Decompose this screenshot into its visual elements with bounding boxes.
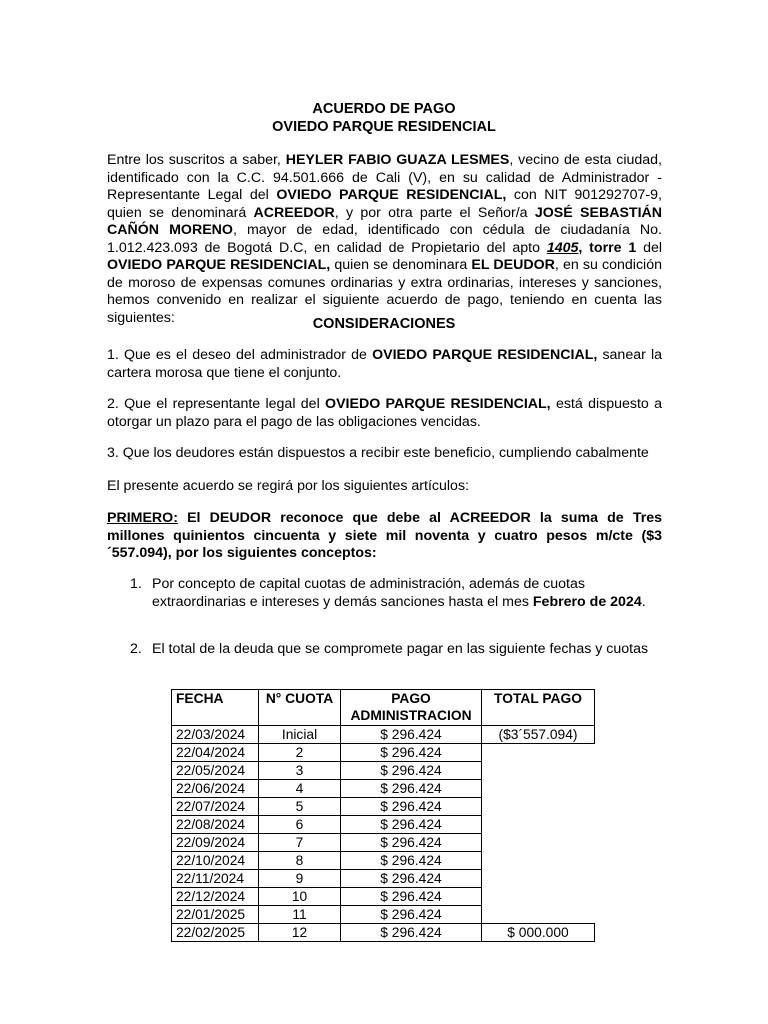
- cell-total: [482, 762, 595, 780]
- cell-pago: $ 296.424: [341, 924, 482, 942]
- cell-total: [482, 816, 595, 834]
- consideration-2: 2. Que el representante legal del OVIEDO PARQUE RESIDENCIAL, está dispuesto a otorgar un plazo para el pago de las obligaciones vencidas.: [107, 396, 663, 430]
- table-row: [172, 780, 595, 798]
- cell-total: ($3´557.094): [482, 726, 595, 744]
- cell-total: $ 000.000: [482, 924, 595, 942]
- intro-paragraph: Entre los suscritos a saber, HEYLER FABIO GUAZA LESMES, vecino de esta ciudad, identificado con la C.C. 94.501.666 de Cali (V), en su calidad de Administrador - Representante Legal del OVIEDO PARQUE RESIDENCIAL, con NIT 901292707-9, quien se denominará ACREEDOR, y por otra parte el Señor/a JOSÉ SEBASTIÁN CAÑÓN MORENO, mayor de edad, identificado con cédula de ciudadanía No. 1.012.423.093 de Bogotá D.C, en calidad de Propietario del apto 1405, torre 1 del OVIEDO PARQUE RESIDENCIAL, quien se denominara EL DEUDOR, en su condición de moroso de expensas comunes ordinarias y extra ordinarias, intereses y sanciones, hemos convenido en realizar el siguiente acuerdo de pago, teniendo en cuenta las siguientes:: [107, 152, 663, 326]
- table-row: [172, 888, 595, 906]
- table-row: [172, 870, 595, 888]
- cell-pago: $ 296.424: [341, 834, 482, 852]
- payment-schedule-table: [171, 689, 595, 942]
- header-total: TOTAL PAGO: [482, 690, 595, 726]
- table-row: [172, 726, 595, 744]
- cell-cuota: 2: [259, 744, 341, 762]
- cell-cuota: 8: [259, 852, 341, 870]
- cell-cuota: 3: [259, 762, 341, 780]
- cell-pago: $ 296.424: [341, 762, 482, 780]
- article-primero: PRIMERO: El DEUDOR reconoce que debe al ACREEDOR la suma de Tres millones quinientos cincuenta y siete mil noventa y cuatro pesos m/cte ($3´557.094), por los siguientes conceptos:: [107, 510, 662, 561]
- cell-total: [482, 780, 595, 798]
- cell-fecha: 22/10/2024: [172, 852, 259, 870]
- table-row: [172, 798, 595, 816]
- cell-pago: $ 296.424: [341, 906, 482, 924]
- consideration-3: 3. Que los deudores están dispuestos a recibir este beneficio, cumpliendo cabalmente: [107, 445, 649, 461]
- cell-total: [482, 744, 595, 762]
- cell-total: [482, 870, 595, 888]
- cell-total: [482, 906, 595, 924]
- consideration-1: 1. Que es el deseo del administrador de OVIEDO PARQUE RESIDENCIAL, sanear la cartera morosa que tiene el conjunto.: [107, 347, 663, 381]
- table-row: [172, 906, 595, 924]
- cell-fecha: 22/07/2024: [172, 798, 259, 816]
- table-header-row: [172, 690, 595, 726]
- cell-fecha: 22/05/2024: [172, 762, 259, 780]
- cell-cuota: Inicial: [259, 726, 341, 744]
- cell-fecha: 22/06/2024: [172, 780, 259, 798]
- cell-cuota: 9: [259, 870, 341, 888]
- cell-cuota: 6: [259, 816, 341, 834]
- cell-cuota: 7: [259, 834, 341, 852]
- cell-cuota: 5: [259, 798, 341, 816]
- document-subtitle: OVIEDO PARQUE RESIDENCIAL: [272, 119, 496, 135]
- table-row: [172, 834, 595, 852]
- considerations-heading: CONSIDERACIONES: [312, 316, 456, 332]
- cell-pago: $ 296.424: [341, 852, 482, 870]
- cell-pago: $ 296.424: [341, 816, 482, 834]
- cell-pago: $ 296.424: [341, 726, 482, 744]
- table-row: [172, 744, 595, 762]
- cell-total: [482, 798, 595, 816]
- cell-pago: $ 296.424: [341, 870, 482, 888]
- header-fecha: FECHA: [172, 690, 259, 726]
- cell-cuota: 10: [259, 888, 341, 906]
- cell-fecha: 22/12/2024: [172, 888, 259, 906]
- header-cuota: N° CUOTA: [259, 690, 341, 726]
- cell-fecha: 22/02/2025: [172, 924, 259, 942]
- cell-fecha: 22/03/2024: [172, 726, 259, 744]
- cell-fecha: 22/09/2024: [172, 834, 259, 852]
- document-page: ACUERDO DE PAGO OVIEDO PARQUE RESIDENCIAL Entre los suscritos a saber, HEYLER FABIO GUAZA LESMES, vecino de esta ciudad, identificado con la C.C. 94.501.666 de Cali (V), en su calidad de Administrador - Representante Legal del OVIEDO PARQUE RESIDENCIAL, con NIT 901292707-9, quien se denominará ACREEDOR, y por otra parte el Señor/a JOSÉ SEBASTIÁN CAÑÓN MORENO, mayor de edad, identificado con cédula de ciudadanía No. 1.012.423.093 de Bogotá D.C, en calidad de Propietario del apto 1405, torre 1 del OVIEDO PARQUE RESIDENCIAL, quien se denominara EL DEUDOR, en su condición de moroso de expensas comunes ordinarias y extra ordinarias, intereses y sanciones, hemos convenido en realizar el siguiente acuerdo de pago, teniendo en cuenta las siguientes: CONSIDERACIONES 1. Que es el deseo del administrador de OVIEDO PARQUE RESIDENCIAL, sanear la cartera morosa que tiene el conjunto. 2. Que el representante legal del OVIEDO PARQUE RESIDENCIAL, está dispuesto a otorgar un plazo para el pago de las obligaciones vencidas. 3. Que los deudores están dispuestos a recibir este beneficio, cumpliendo cabalmente El presente acuerdo se regirá por los siguientes artículos: PRIMERO: El DEUDOR reconoce que debe al ACREEDOR la suma de Tres millones quinientos cincuenta y siete mil noventa y cuatro pesos m/cte ($3´557.094), por los siguientes conceptos: 1. Por concepto de capital cuotas de administración, además de cuotas extraordinarias e intereses y demás sanciones hasta el mes Febrero de 2024. 2. El total de la deuda que se compromete pagar en las siguiente fechas y cuotas FECHA N° CUOTA PAGO ADMINISTRACION TOTAL PAGO 22/03/2024 Inicial $ 296.424 ($3´557.094) 22/04/2024 2 $ 296.424 22/05/2024 3 $ 296.424 22/06/2024 4 $ 296.424 22/07/2024 5 $ 296.424 22/08/2024 6 $ 296.424 22/09/2024 7 $ 296.424 22/10/2024 8 $ 296.424 22/11/2024 9 $ 296.424 22/12/2024 10 $ 296.424 22/01/2025 11 $ 296.424 22/02/2025 12 $ 296.424 $ 000.000: [0, 0, 768, 1024]
- cell-fecha: 22/11/2024: [172, 870, 259, 888]
- cell-cuota: 4: [259, 780, 341, 798]
- cell-fecha: 22/04/2024: [172, 744, 259, 762]
- cell-cuota: 12: [259, 924, 341, 942]
- cell-fecha: 22/01/2025: [172, 906, 259, 924]
- cell-total: [482, 852, 595, 870]
- header-pago: PAGO ADMINISTRACION: [341, 690, 482, 726]
- cell-total: [482, 888, 595, 906]
- table-row: [172, 924, 595, 942]
- cell-pago: $ 296.424: [341, 744, 482, 762]
- cell-pago: $ 296.424: [341, 888, 482, 906]
- cell-fecha: 22/08/2024: [172, 816, 259, 834]
- table-row: [172, 852, 595, 870]
- articles-intro: El presente acuerdo se regirá por los siguientes artículos:: [107, 478, 469, 494]
- cell-pago: $ 296.424: [341, 780, 482, 798]
- cell-pago: $ 296.424: [341, 798, 482, 816]
- table-row: [172, 762, 595, 780]
- cell-cuota: 11: [259, 906, 341, 924]
- document-title: ACUERDO DE PAGO: [312, 101, 456, 117]
- table-row: [172, 816, 595, 834]
- cell-total: [482, 834, 595, 852]
